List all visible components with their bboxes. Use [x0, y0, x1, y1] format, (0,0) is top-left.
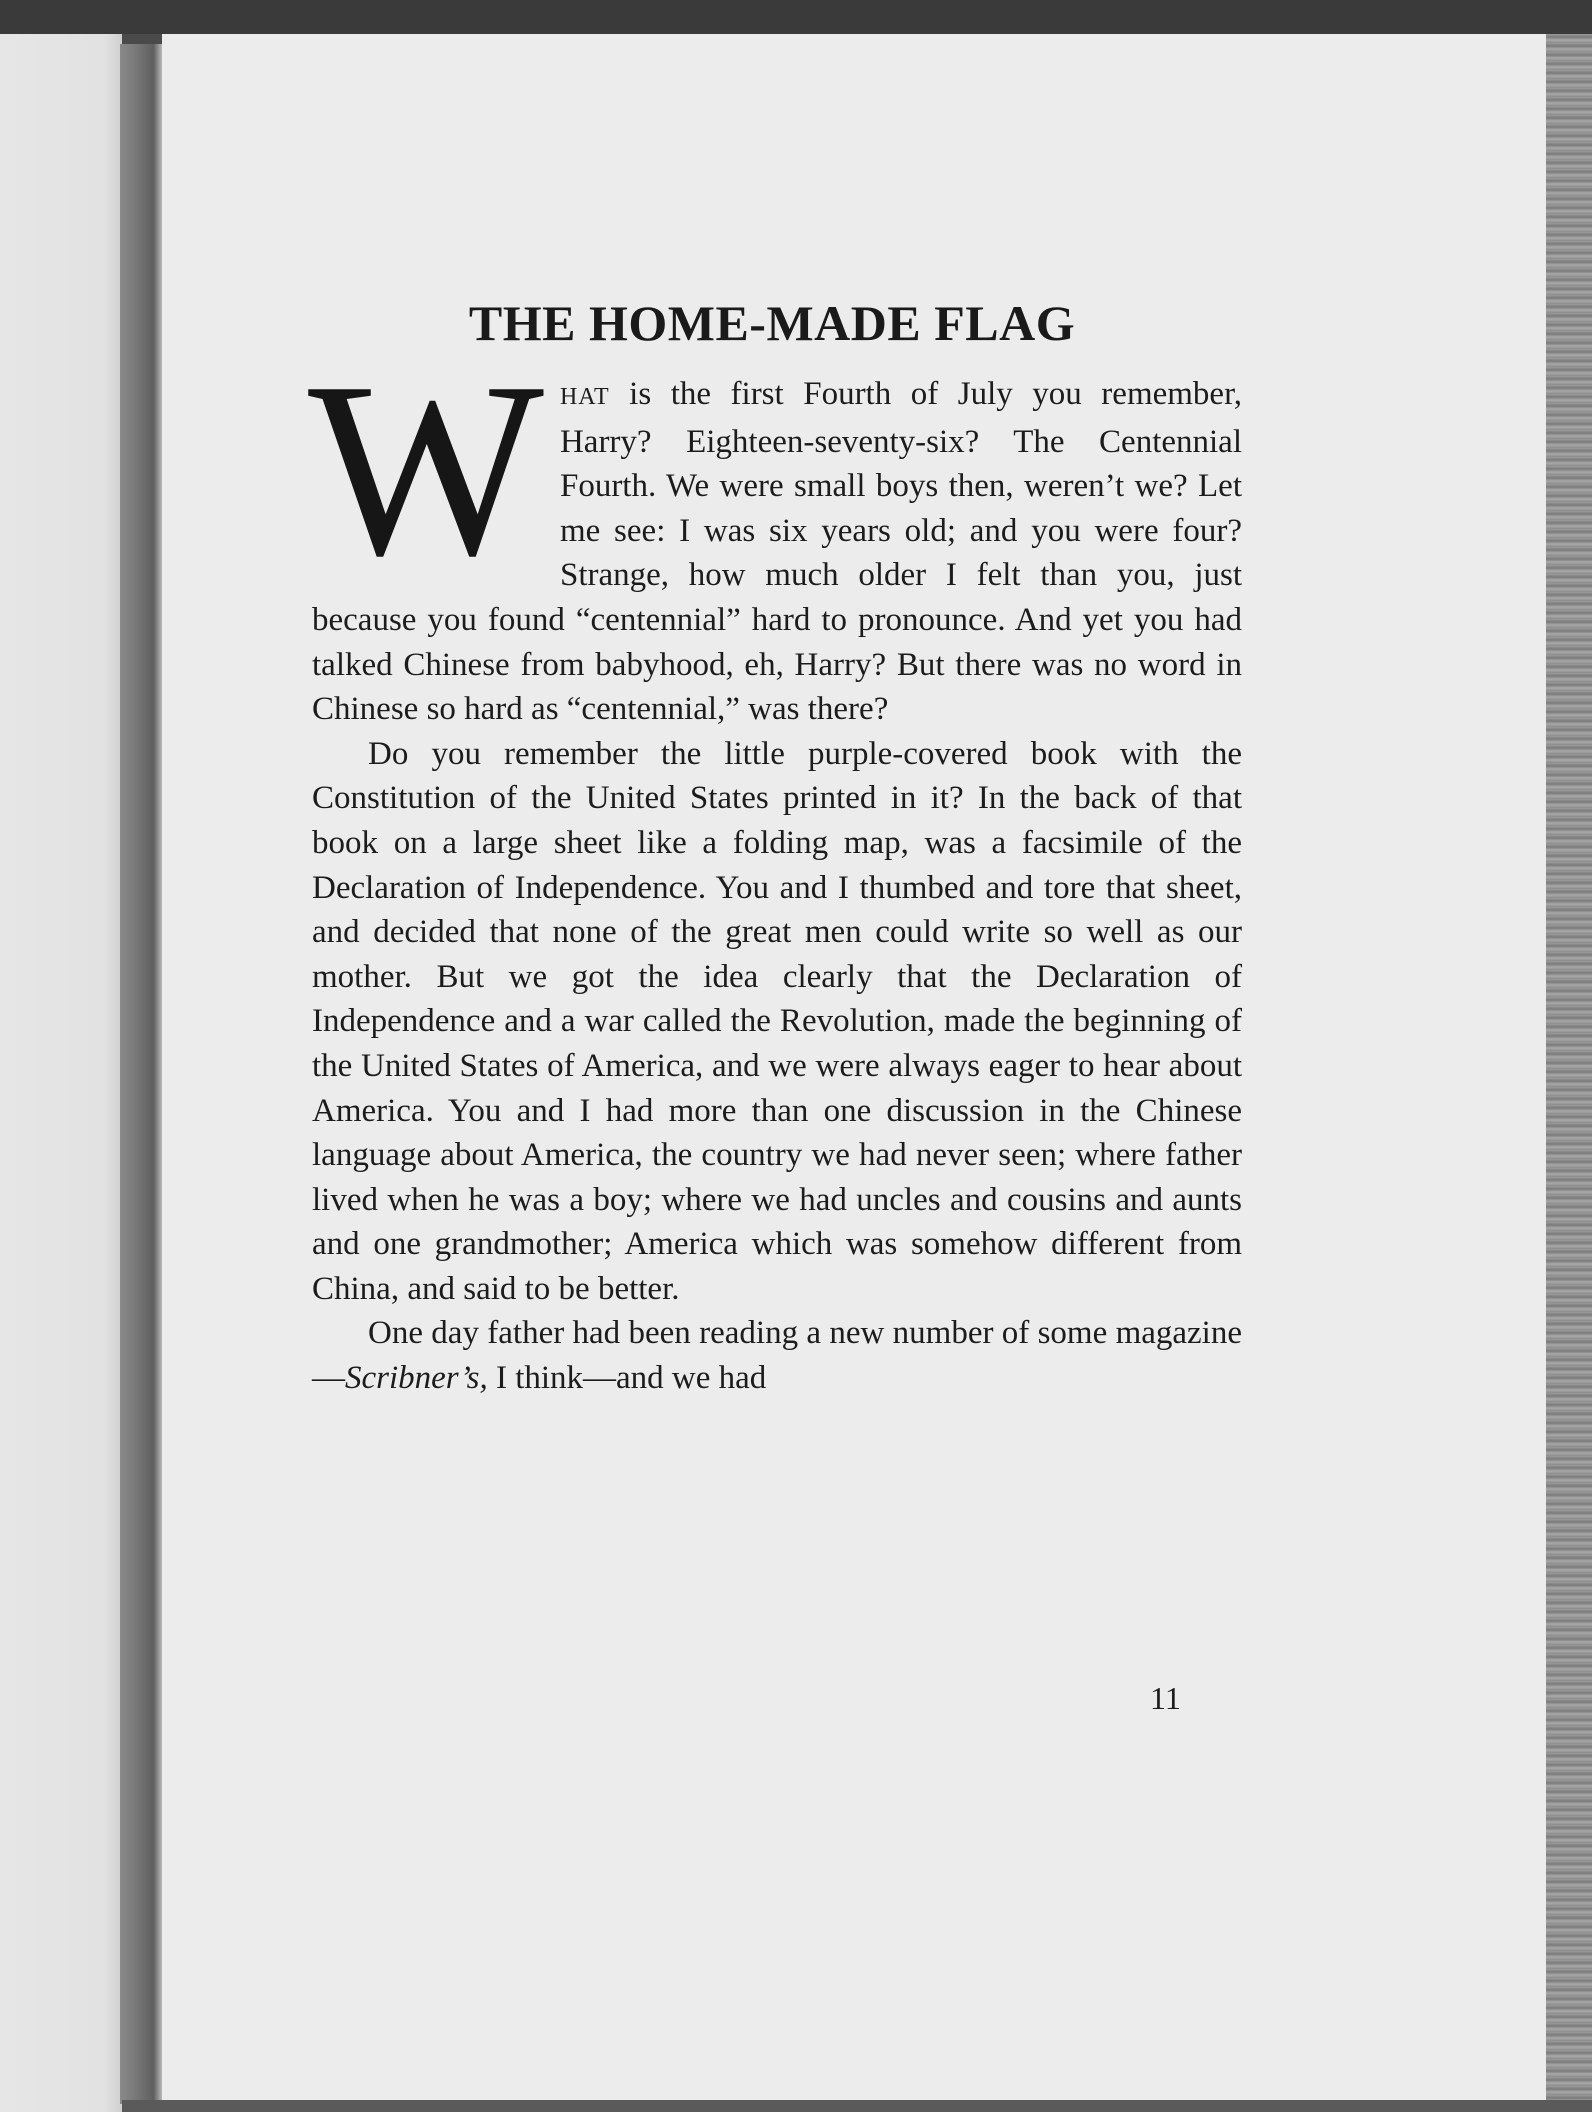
facing-page-edge	[0, 34, 122, 2112]
page-stack-edge	[1546, 34, 1592, 2112]
scan-bottom-border	[122, 2100, 1592, 2112]
book-gutter	[120, 44, 162, 2104]
scan-top-border	[0, 0, 1592, 34]
chapter-body	[308, 331, 1242, 1401]
drop-cap: W	[308, 331, 544, 608]
paragraph-3	[312, 1311, 1242, 1400]
paragraph-2: Do you remember the little purple-covered book with the Constitution of the United States printed in it? In the back of that book on a large sheet like a folding map, was a facsimile of the Declaration of Independence. You and I thumbed and tore that sheet, and decided that none of the great men could write so well as our mother. But we got the idea clearly that the Declaration of Independence and a war called the Revolution, made the beginning of the United States of America, and we were always eager to hear about America. You and I had more than one discussion in the Chinese language about America, the country we had never seen; where father lived when he was a boy; where we had uncles and cousins and aunts and one grandmother; America which was somehow different from China, and said to be better.	[312, 735, 1242, 1307]
paragraph-1	[308, 331, 1242, 732]
paragraph-1-text: is the first Fourth of July you remember, Harry? Eighteen-seventy-six? The Centennial Fourth. We were small boys then, weren’t we? Let me see: I was six years old; and you were four? Strange, how much older I felt than you, just because you found “centennial” hard to pronounce. And yet you had talked Chinese from babyhood, eh, Harry? But there was no word in Chinese so hard as “centennial,” was there?	[312, 376, 1242, 728]
paragraph-3-text-start: One day father had been reading a new number of some magazine—	[312, 1315, 1242, 1397]
page-number: 11	[1150, 1680, 1181, 1716]
magazine-title: Scribner’s,	[345, 1360, 488, 1397]
first-word-smallcaps: HAT	[559, 384, 610, 410]
paragraph-3-text-end: I think—and we had	[487, 1360, 767, 1397]
chapter-title: THE HOME-MADE FLAG	[468, 295, 1076, 351]
